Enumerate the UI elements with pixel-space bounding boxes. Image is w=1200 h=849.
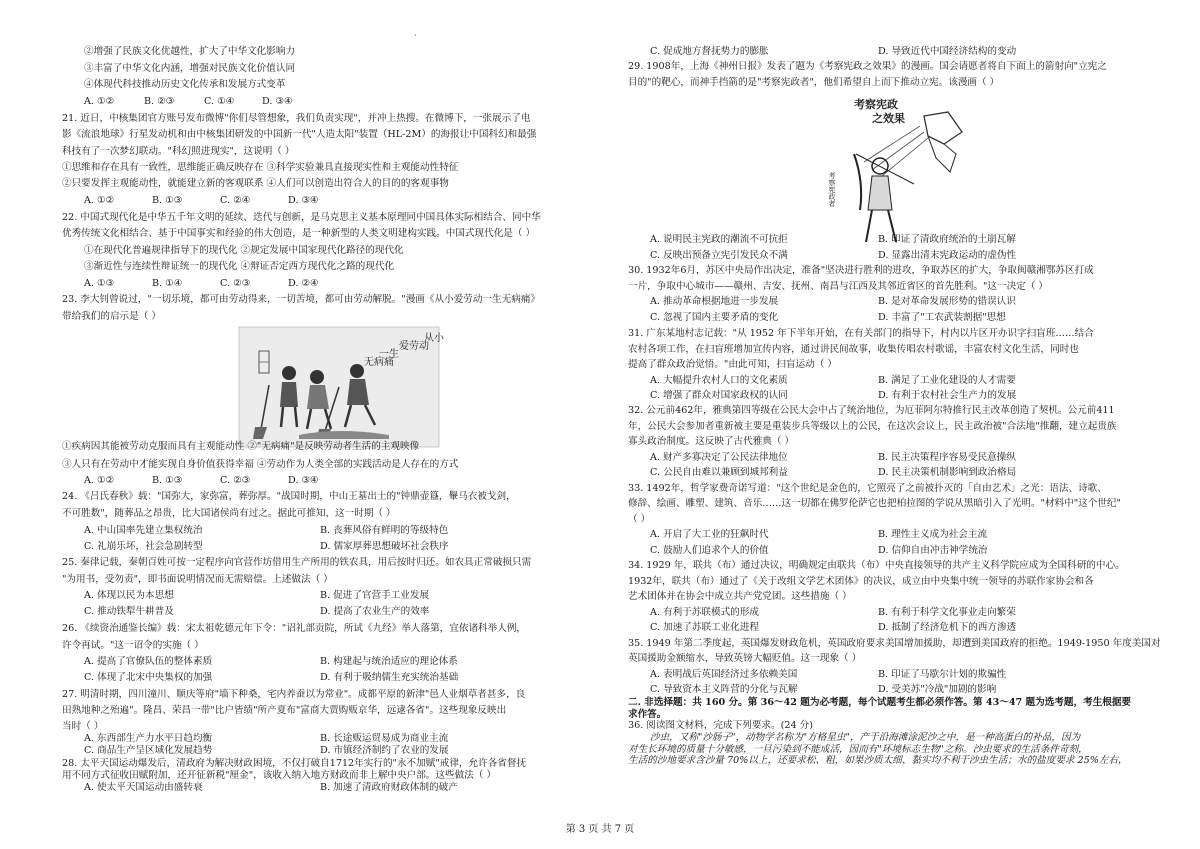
option-b[interactable]: B. ②③: [144, 95, 175, 107]
q24-stem-2: 不可胜数"，随葬品之昂贵，比大国诸侯尚有过之。据此可推知，这一时期（ ）: [62, 507, 396, 519]
q24-stem-1: 24. 《吕氏春秋》载："国弥大，家弥富，葬弥厚。"战国时期，中山王墓出土的"钟鼎壶簋，轝马衣被戈剑，: [62, 491, 516, 503]
q26-stem-2: 许令再试。"这一诏令的实施（ ）: [62, 639, 204, 651]
q32-stem-1: 32. 公元前462年，雅典第四等级在公民大会中占了统治地位，为厄菲阿尔特推行民主改革创造了契机。公元前411: [628, 405, 1115, 417]
option-c[interactable]: C. ②③: [220, 474, 251, 486]
q30-option-c[interactable]: C. 忽视了国内主要矛盾的变化: [650, 311, 779, 323]
cartoon-title-line-2: 之效果: [872, 111, 905, 125]
part2-heading-2: 求作答。: [628, 708, 667, 720]
q23-stem-1: 23. 李大钊曾说过，"一切乐境，都可由劳动得来，一切苦境，都可由劳动解脱。"漫画《从小爱劳动一生无病痛》: [62, 293, 541, 305]
q30-option-a[interactable]: A. 推动革命根据地进一步发展: [650, 296, 779, 308]
q27-option-a[interactable]: A. 东西部生产力水平日趋均衡: [84, 733, 213, 745]
q20-statement-2: ②增强了民族文化优越性，扩大了中华文化影响力: [84, 46, 296, 57]
option-d[interactable]: D. ③④: [288, 474, 319, 486]
q34-option-a[interactable]: A. 有利于苏联模式的形成: [650, 606, 759, 618]
q26-stem-1: 26. 《续资治通鉴长编》载：宋太祖乾德元年下令："诏礼部贡院，所试《九经》举人落第，宜依诸科举人例，: [62, 623, 527, 635]
option-b[interactable]: B. ①③: [152, 195, 183, 207]
q33-option-a[interactable]: A. 开启了大工业的狂飙时代: [650, 529, 769, 541]
q36-stem: 36. 阅读图文材料，完成下列要求。(24 分): [628, 720, 813, 732]
q32-stem-3: 寡头政治制度。这反映了古代雅典（ ）: [628, 436, 795, 448]
q26-option-a[interactable]: A. 提高了官僚队伍的整体素质: [84, 655, 213, 667]
option-c[interactable]: C. ②④: [220, 195, 251, 207]
page-footer: 第 3 页 共 7 页: [565, 824, 635, 835]
q35-option-b[interactable]: B. 印证了马歇尔计划的欺骗性: [878, 668, 1007, 680]
q34-option-c[interactable]: C. 加速了苏联工业化进程: [650, 622, 760, 634]
q28-stem-1: 28. 太平天国运动爆发后，清政府为解决财政困境，不仅打破自1712年实行的"永不加赋"戒律，允许各省督抚: [62, 757, 527, 769]
cartoon-title-col-4: 无病痛: [364, 356, 394, 368]
q20-statement-4: ④体现代科技推动历史文化传承和发展方式变革: [84, 79, 286, 91]
q33-option-d[interactable]: D. 信仰自由冲击神学统治: [878, 544, 988, 556]
q25-stem-2: "为用书，受勿责"，即书面说明情况而无需赔偿。上述做法（ ）: [62, 573, 333, 585]
q35-option-d[interactable]: D. 受美苏"冷战"加剧的影响: [878, 684, 997, 696]
q31-option-a[interactable]: A. 大幅提升农村人口的文化素质: [650, 374, 788, 386]
q27-stem-1: 27. 明清时期，四川潼川、顺庆等府"墙下种桑，宅内养蚕以为常业"。成都平原的新津"邑人业烟草者甚多，良: [62, 688, 526, 700]
q21-statements-1: ①思维和存在具有一致性，思维能正确反映存在 ③科学实验兼具直接现实性和主观能动性特征: [62, 161, 459, 173]
part2-heading-1: 二. 非选择题：共 160 分。第 36～42 题为必考题，每个试题考生都必须作答。第 43～47 题为选考题，考生根据要: [628, 697, 1132, 709]
q24-option-c[interactable]: C. 礼崩乐坏，社会急剧转型: [84, 541, 203, 553]
q22-statements-2: ③渐近性与连续性辩证统一的现代化 ④辩证否定西方现代化之路的现代化: [84, 261, 395, 273]
q34-stem-1: 34. 1929 年，联共（布）通过决议，明确规定由联共（布）中央直接领导的共产主义科学院应成为全国科研的中心。: [628, 560, 1125, 572]
cartoon-title-col-2: 爱劳动: [399, 340, 429, 352]
q22-stem-2: 优秀传统文化相结合、基于中国事实和经验的伟大创造，是一种新型的人类文明建构实践。中国式现代化是（ ）: [62, 227, 536, 239]
q36-text-2: 对生长环境的质量十分敏感，一旦污染到不能成活，因而有"环境标志生物"之称。沙虫要求的生活条件苛刻，: [628, 743, 1088, 755]
q25-option-d[interactable]: D. 提高了农业生产的效率: [320, 606, 430, 618]
q31-option-d[interactable]: D. 有利于农村社会生产力的发展: [878, 390, 1017, 401]
q35-option-a[interactable]: A. 表明战后英国经济过多依赖美国: [650, 668, 798, 680]
q33-option-c[interactable]: C. 鼓励人们追求个人的价值: [650, 544, 769, 556]
q24-option-a[interactable]: A. 中山国率先建立集权统治: [84, 524, 203, 536]
q27-option-b[interactable]: B. 长途贩运贸易成为商业主流: [320, 733, 449, 745]
q34-stem-2: 1932年，联共（布）通过了《关于改组文学艺术团体》的决议，成立由中央集中统一领导的苏联作家协会和各: [628, 575, 1094, 587]
q20-statement-3: ③丰富了中华文化内涵，增强对民族文化价值认同: [84, 63, 296, 75]
q27-stem-3: 当时（ ）: [62, 721, 104, 733]
q24-option-b[interactable]: B. 丧葬风俗有鲜明的等级特色: [320, 524, 449, 536]
cartoon-title-col-1: 从小: [424, 332, 444, 344]
q27-option-c[interactable]: C. 商品生产呈区域化发展趋势: [84, 745, 213, 757]
labor-cartoon-image: [239, 327, 444, 447]
q30-stem-2: 一片，争取中心城市——赣州、吉安、抚州、南昌与江西及其邻近省区的首先胜利。"这一决定（ ）: [628, 280, 1048, 292]
q27-stem-2: 田熟地种之殆遍"。隆昌、荣昌一带"比户皆绩"所产夏布"富商大贾购贩京华，远逮各省"。这些现象反映出: [62, 704, 507, 716]
q29-option-b[interactable]: B. 印证了清政府统治的土崩瓦解: [878, 234, 1016, 246]
q33-stem-1: 33. 1492年，哲学家费奇诺写道："这个世纪是金色的，它照亮了之前被扑灭的「自由艺术」之光：语法、诗歌、: [628, 482, 1107, 494]
q21-statements-2: ②只要发挥主观能动性，就能建立新的客观联系 ④人们可以创造出符合人的目的的客观事物: [62, 178, 449, 190]
option-d[interactable]: D. ③④: [288, 195, 319, 207]
cartoon-title-col-3: 一生: [379, 348, 399, 360]
option-b[interactable]: B. ①③: [152, 474, 183, 486]
q25-option-b[interactable]: B. 促进了官营手工业发展: [320, 589, 430, 601]
cartoon-side-label: 考察宪政者: [828, 171, 836, 207]
q26-option-c[interactable]: C. 体现了北宋中央集权的加强: [84, 672, 213, 684]
option-d[interactable]: D. ③④: [262, 95, 293, 107]
q21-stem-1: 21. 近日，中核集团官方账号发布微博"你们尽管想象，我们负责实现"，并冲上热搜。在微博下，一张展示了电: [62, 112, 531, 124]
q34-option-b[interactable]: B. 有利于科学文化事业走向繁荣: [878, 606, 1016, 618]
q31-stem-2: 农村各项工作，在扫盲班增加宣传内容，通过讲民间故事，收集传唱农村歌谣，丰富农村文化生活，同时也: [628, 343, 1079, 355]
q30-option-b[interactable]: B. 是对革命发展形势的错误认识: [878, 296, 1016, 308]
q35-option-c[interactable]: C. 导致资本主义阵营的分化与瓦解: [650, 684, 798, 696]
option-a[interactable]: A. ①②: [84, 195, 115, 207]
option-a[interactable]: A. ①②: [84, 95, 115, 107]
q22-stem-1: 22. 中国式现代化是中华五千年文明的延续、迭代与创新，是马克思主义基本原理同中国具体实际相结合、同中华: [62, 211, 541, 223]
q32-stem-2: 年，公民大会参加者重新被主要是重装步兵等级以上的公民，在这次会议上，民主政治被"合法地"推翻，建立起贵族: [628, 420, 1117, 432]
q36-text-3: 生活的沙地要求含沙量 70%以上，还要求松、粗，如果沙质太细、黏实均不利于沙虫生活；水的盐度要求 25%左右，: [628, 755, 1128, 767]
q32-option-c[interactable]: C. 公民自由难以兼顾到城邦利益: [650, 467, 788, 479]
q28-stem-2: 用不同方式征收田赋附加，还开征新税"厘金"，该收入纳入地方财政而非上解中央户部。这些做法（ ）: [62, 769, 496, 781]
q25-option-c[interactable]: C. 推动铁犁牛耕普及: [84, 606, 174, 618]
q28-option-b[interactable]: B. 加速了清政府财政体制的破产: [320, 781, 458, 793]
option-a[interactable]: A. ①③: [84, 277, 115, 289]
q27-option-d[interactable]: D. 市镇经济制约了农业的发展: [320, 745, 449, 757]
q25-option-a[interactable]: A. 体现以民为本思想: [84, 589, 174, 601]
option-a[interactable]: A. ①②: [84, 474, 115, 486]
q35-stem-2: 英国援助金额缩水，导致英镑大幅贬值。这一现象（ ）: [628, 653, 862, 665]
q31-stem-3: 提高了群众政治觉悟。"由此可知，扫盲运动（ ）: [628, 359, 837, 371]
q29-option-d[interactable]: D. 显露出清末宪政运动的虚伪性: [878, 249, 1017, 261]
scan-mark: ·: [414, 31, 417, 40]
q32-option-d[interactable]: D. 民主决策机制影响到政治格局: [878, 467, 1017, 479]
q23-stem-2: 带给我们的启示是（ ）: [62, 311, 161, 323]
option-c[interactable]: C. ①④: [204, 95, 235, 107]
q21-stem-2: 影《流浪地球》行星发动机和由中核集团研发的中国新一代"人造太阳"装置（HL-2M）的海报让中国科幻和最强: [62, 129, 537, 141]
q32-option-a[interactable]: A. 财产多寡决定了公民法律地位: [650, 451, 788, 463]
q28-option-a[interactable]: A. 使太平天国运动由盛转衰: [84, 781, 203, 793]
option-d[interactable]: D. ②④: [288, 277, 319, 289]
q25-stem-1: 25. 秦律记载，秦朝百姓可按一定程序向官营作坊借用生产所用的铁农具，用后按时归还。如农具正常破损只需: [62, 557, 532, 569]
q24-option-d[interactable]: D. 儒家厚葬思想破坏社会秩序: [320, 541, 449, 553]
q22-statements-1: ①在现代化普遍规律指导下的现代化 ②规定发展中国家现代化路径的现代化: [84, 245, 404, 257]
q23-statements-2: ③人只有在劳动中才能实现自身价值获得幸福 ④劳动作为人类全部的实践活动是人存在的方式: [62, 458, 459, 470]
q29-option-c[interactable]: C. 反映出预备立宪引发民众不满: [650, 249, 788, 261]
q29-stem-1: 29. 1908年，上海《神州日报》发表了题为《考察宪政之效果》的漫画。国会请愿者将自下面上的箭射向"立宪之: [628, 61, 1107, 73]
option-c[interactable]: C. ②③: [220, 277, 251, 289]
constitution-cartoon-image: [824, 92, 974, 252]
option-b[interactable]: B. ①④: [152, 277, 183, 289]
cartoon-title-line-1: 考察宪政: [854, 97, 898, 111]
q33-stem-3: （ ）: [628, 513, 651, 525]
q31-option-b[interactable]: B. 满足了工业化建设的人才需要: [878, 374, 1016, 386]
q28-option-c[interactable]: C. 促成地方督抚势力的膨胀: [650, 46, 769, 57]
q36-text-1: 沙虫，又称"沙肠子"，动物学名称为"方格星虫"，产于沿海滩涂泥沙之中，是一种高蛋白的补品，因为: [650, 731, 1081, 743]
q28-option-d[interactable]: D. 导致近代中国经济结构的变动: [878, 46, 1017, 57]
q35-stem-1: 35. 1949 年第二季度起，英国爆发财政危机，英国政府要求美国增加援助，却遭到美国政府的拒绝。1949-1950 年度美国对: [628, 637, 1161, 649]
q34-option-d[interactable]: D. 抵制了经济危机下的西方渗透: [878, 622, 1017, 634]
q21-stem-3: 科技有了一次梦幻联动。"科幻照进现实"，这说明（ ）: [62, 145, 295, 157]
q33-option-b[interactable]: B. 理性主义成为社会主流: [878, 529, 988, 541]
q26-option-b[interactable]: B. 构建起与统治适应的理论体系: [320, 655, 458, 667]
q30-option-d[interactable]: D. 丰富了"工农武装割据"思想: [878, 311, 1006, 323]
q34-stem-3: 艺术团体并在协会中成立共产党党团。这些措施（ ）: [628, 591, 852, 603]
q23-statements-1: ①疾病因其能被劳动克服而具有主观能动性 ②"无病痛"是反映劳动者生活的主观映像: [62, 441, 420, 453]
q31-stem-1: 31. 广东某地村志记载："从 1952 年下半年开始，在有关部门的指导下，村内以片区开办识字扫盲班……结合: [628, 328, 1094, 340]
q30-stem-1: 30. 1932年6月，苏区中央局作出决定，准备"坚决进行胜利的进攻，争取苏区的扩大，争取闽赣湘鄂苏区打成: [628, 265, 1094, 277]
q29-stem-2: 目的"的靶心，而神手挡箭的是"考察宪政者"，他们希望自上而下推动立宪。该漫画（ ）: [628, 76, 1000, 88]
q32-option-b[interactable]: B. 民主决策程序容易受民意操纵: [878, 451, 1016, 463]
q26-option-d[interactable]: D. 有利于吸纳儒生充实统治基础: [320, 672, 459, 684]
q29-option-a[interactable]: A. 说明民主宪政的潮流不可抗拒: [650, 234, 788, 246]
q31-option-c[interactable]: C. 增强了群众对国家政权的认同: [650, 390, 788, 401]
q33-stem-2: 修辞、绘画、雕塑、建筑、音乐……这一切都在佛罗伦萨它也把柏拉图的学说从黑暗引入了光明。"材料中"这个世纪": [628, 498, 1121, 510]
